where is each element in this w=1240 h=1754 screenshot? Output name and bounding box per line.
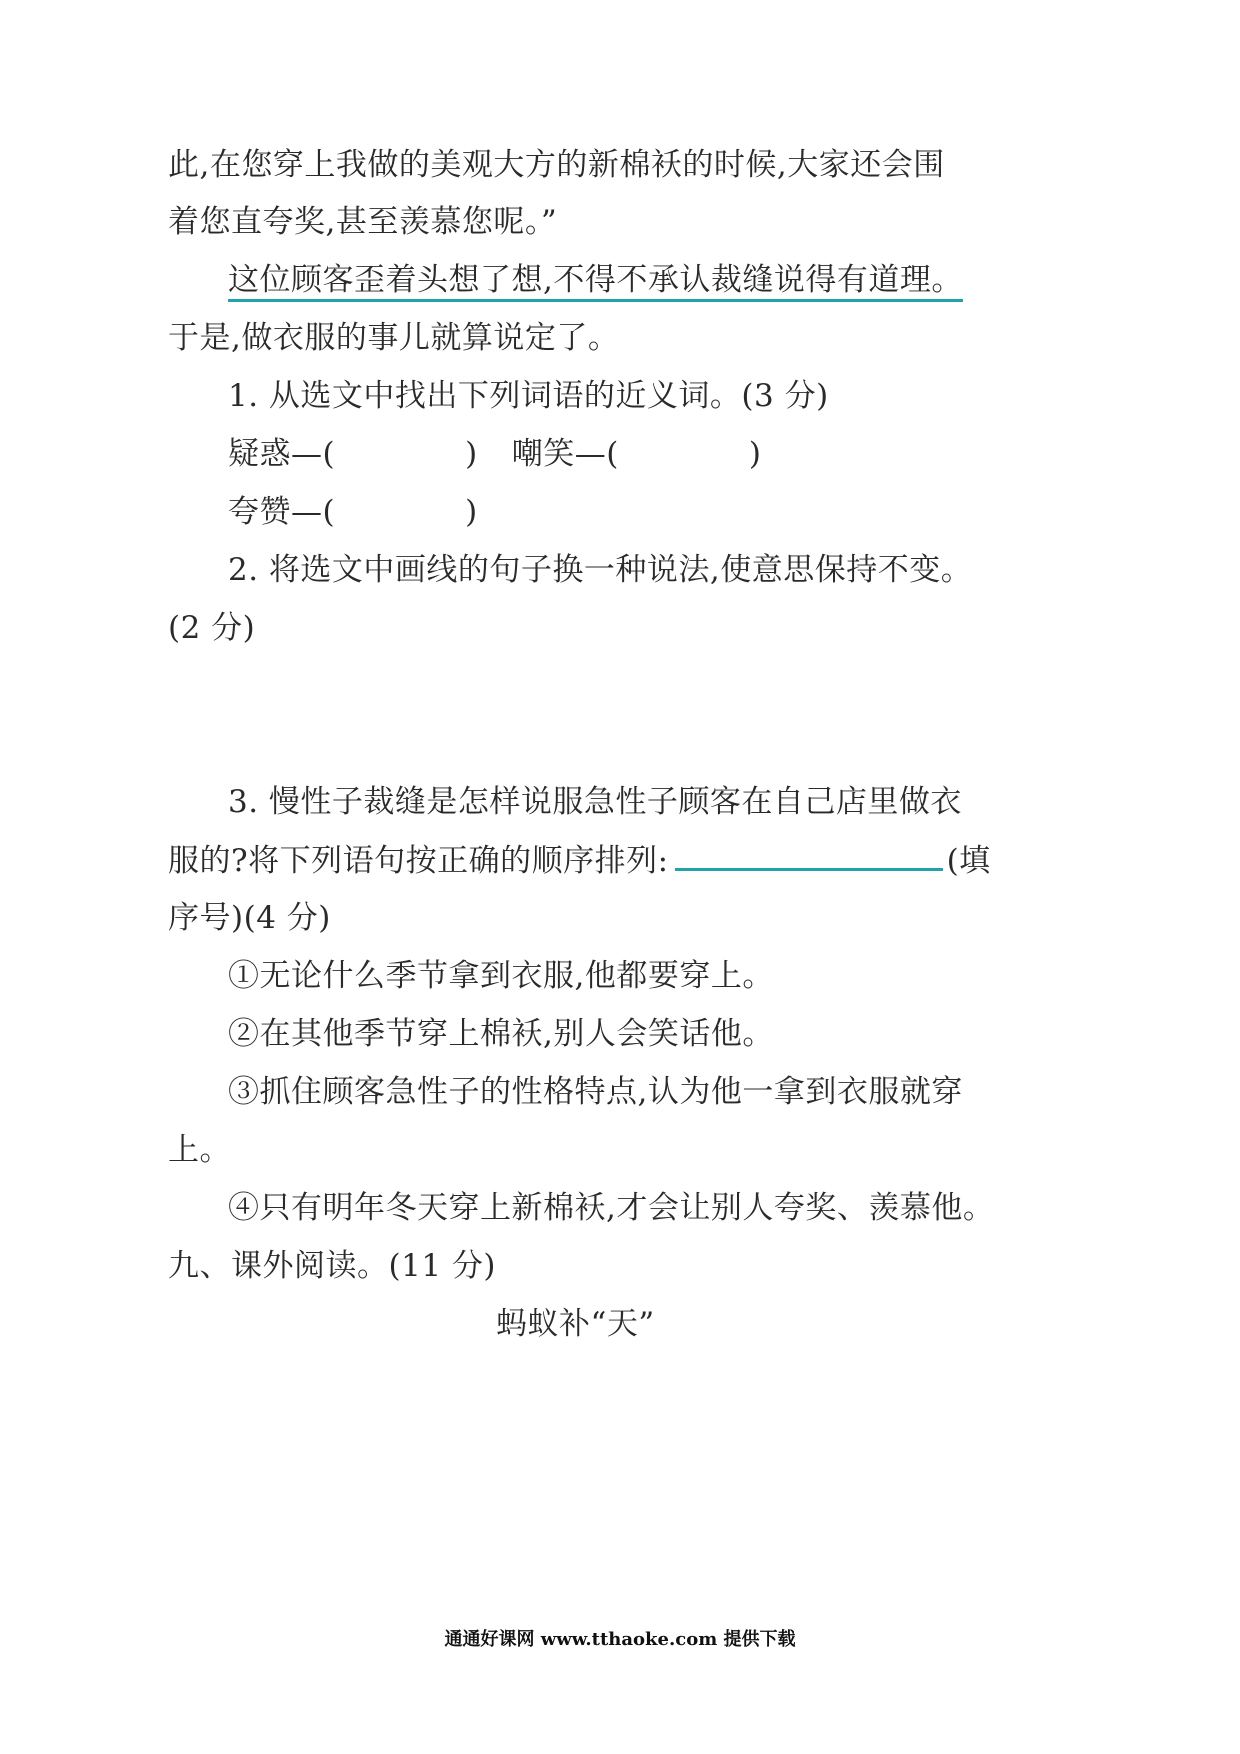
question-1-row-1 — [228, 432, 761, 476]
option-4: ④只有明年冬天穿上新棉袄,才会让别人夸奖、羡慕他。 — [228, 1190, 995, 1226]
story-title: 蚂蚁补“天” — [496, 1306, 655, 1342]
synonym-item-kuazan: 夸赞—( — [228, 494, 336, 530]
question-1-prompt: 1. 从选文中找出下列词语的近义词。(3 分) — [228, 378, 829, 414]
option-2: ②在其他季节穿上棉袄,别人会笑话他。 — [228, 1016, 774, 1052]
passage-line-1: 此,在您穿上我做的美观大方的新棉袄的时候,大家还会围 — [168, 147, 945, 183]
question-3-prompt-line-1: 3. 慢性子裁缝是怎样说服急性子顾客在自己店里做衣 — [228, 784, 962, 820]
question-3-fill-hint: (填 — [946, 843, 991, 879]
synonym-item-yihuo: 疑惑—( — [228, 436, 336, 472]
option-1: ①无论什么季节拿到衣服,他都要穿上。 — [228, 958, 774, 994]
paren-close: ) — [465, 436, 478, 472]
question-1-row-2 — [228, 490, 478, 534]
paren-close: ) — [465, 494, 478, 530]
passage-underlined-sentence — [228, 258, 963, 302]
synonym-item-chaoxiao: 嘲笑—( — [511, 436, 619, 472]
paren-close: ) — [748, 436, 762, 472]
passage-line-2: 着您直夸奖,甚至羡慕您呢。” — [168, 204, 558, 240]
option-3-line-2: 上。 — [168, 1132, 231, 1168]
passage-line-4: 于是,做衣服的事儿就算说定了。 — [168, 320, 620, 356]
question-3-prompt-line-3: 序号)(4 分) — [168, 900, 331, 936]
option-3-line-1: ③抓住顾客急性子的性格特点,认为他一拿到衣服就穿 — [228, 1074, 963, 1110]
question-2-score: (2 分) — [168, 610, 256, 646]
order-answer-blank[interactable] — [675, 838, 943, 871]
footer-watermark: 通通好课网 www.tthaoke.com 提供下载 — [444, 1629, 796, 1650]
question-3-prompt-text: 服的?将下列语句按正确的顺序排列: — [168, 843, 669, 879]
section-9-heading: 九、课外阅读。(11 分) — [168, 1248, 496, 1284]
question-3-prompt-line-2 — [168, 838, 991, 883]
question-2-prompt: 2. 将选文中画线的句子换一种说法,使意思保持不变。 — [228, 552, 973, 588]
underlined-sentence-text: 这位顾客歪着头想了想,不得不承认裁缝说得有道理。 — [228, 262, 963, 302]
